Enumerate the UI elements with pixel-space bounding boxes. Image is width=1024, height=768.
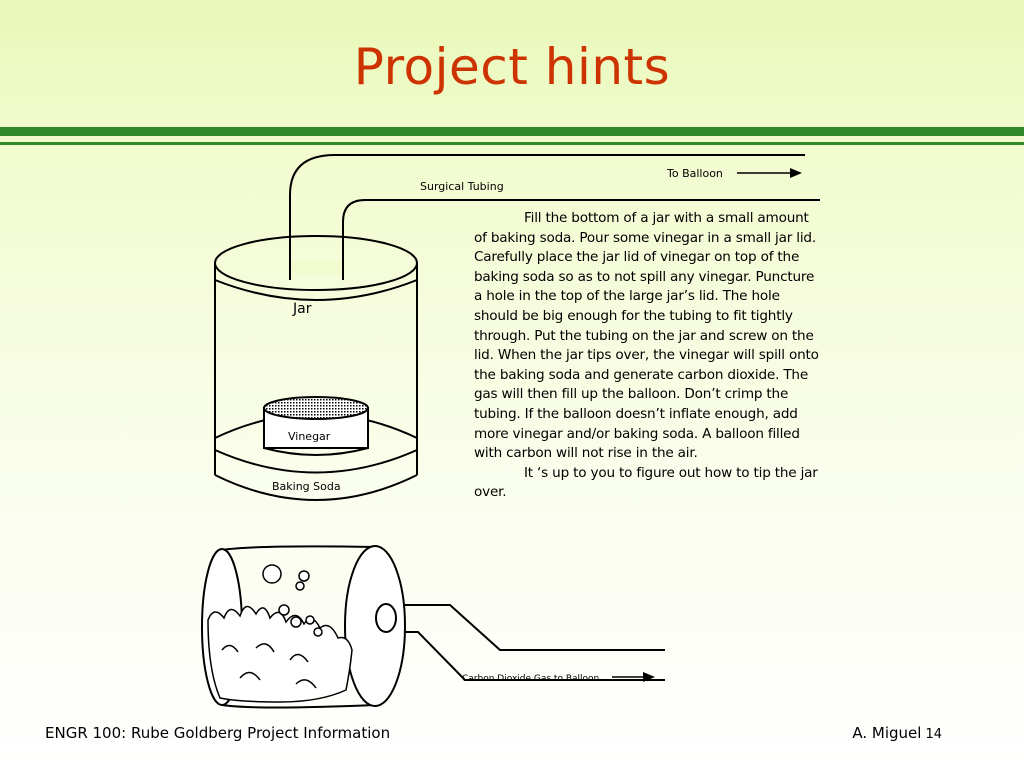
co2-label: Carbon Dioxide Gas to Balloon xyxy=(462,674,600,684)
jar-label: Jar xyxy=(293,301,312,317)
page-number: 14 xyxy=(925,727,942,742)
to-balloon-arrow xyxy=(737,168,802,178)
baking-soda-label: Baking Soda xyxy=(272,480,341,493)
foam xyxy=(208,606,352,702)
footer-author: A. Miguel xyxy=(852,724,922,742)
to-balloon-label: To Balloon xyxy=(667,167,723,180)
header-divider-thin xyxy=(0,142,1024,145)
vinegar-lid xyxy=(264,397,368,455)
slide-title: Project hints xyxy=(353,38,671,96)
surgical-tubing-label: Surgical Tubing xyxy=(420,180,504,193)
instructions-paragraph-2: It ‘s up to you to figure out how to tip the jar over. xyxy=(474,464,818,501)
instructions-paragraph-1: Fill the bottom of a jar with a small amount of baking soda. Pour some vinegar in a small jar lid. Carefully place the jar lid of vinegar on top of the baking soda so as to not spill any vinegar. Puncture a hole in the top of the large jar’s lid. The hole should be big enough for the tubing to fit tightly through. Put the tubing on the jar and screw on the lid. When the jar tips over, the vinegar will spill onto the baking soda and generate carbon dioxide. The gas will then fill up the balloon. Don’t crimp the tubing. If the balloon doesn’t inflate enough, add more vinegar and/or baking soda. A balloon filled with carbon will not rise in the air. xyxy=(474,210,819,462)
vinegar-label: Vinegar xyxy=(288,430,331,443)
header-divider-thick xyxy=(0,127,1024,136)
footer-author-page xyxy=(852,724,942,742)
jar xyxy=(215,236,417,500)
instructions-text xyxy=(474,209,824,503)
footer-course: ENGR 100: Rube Goldberg Project Information xyxy=(45,724,391,742)
